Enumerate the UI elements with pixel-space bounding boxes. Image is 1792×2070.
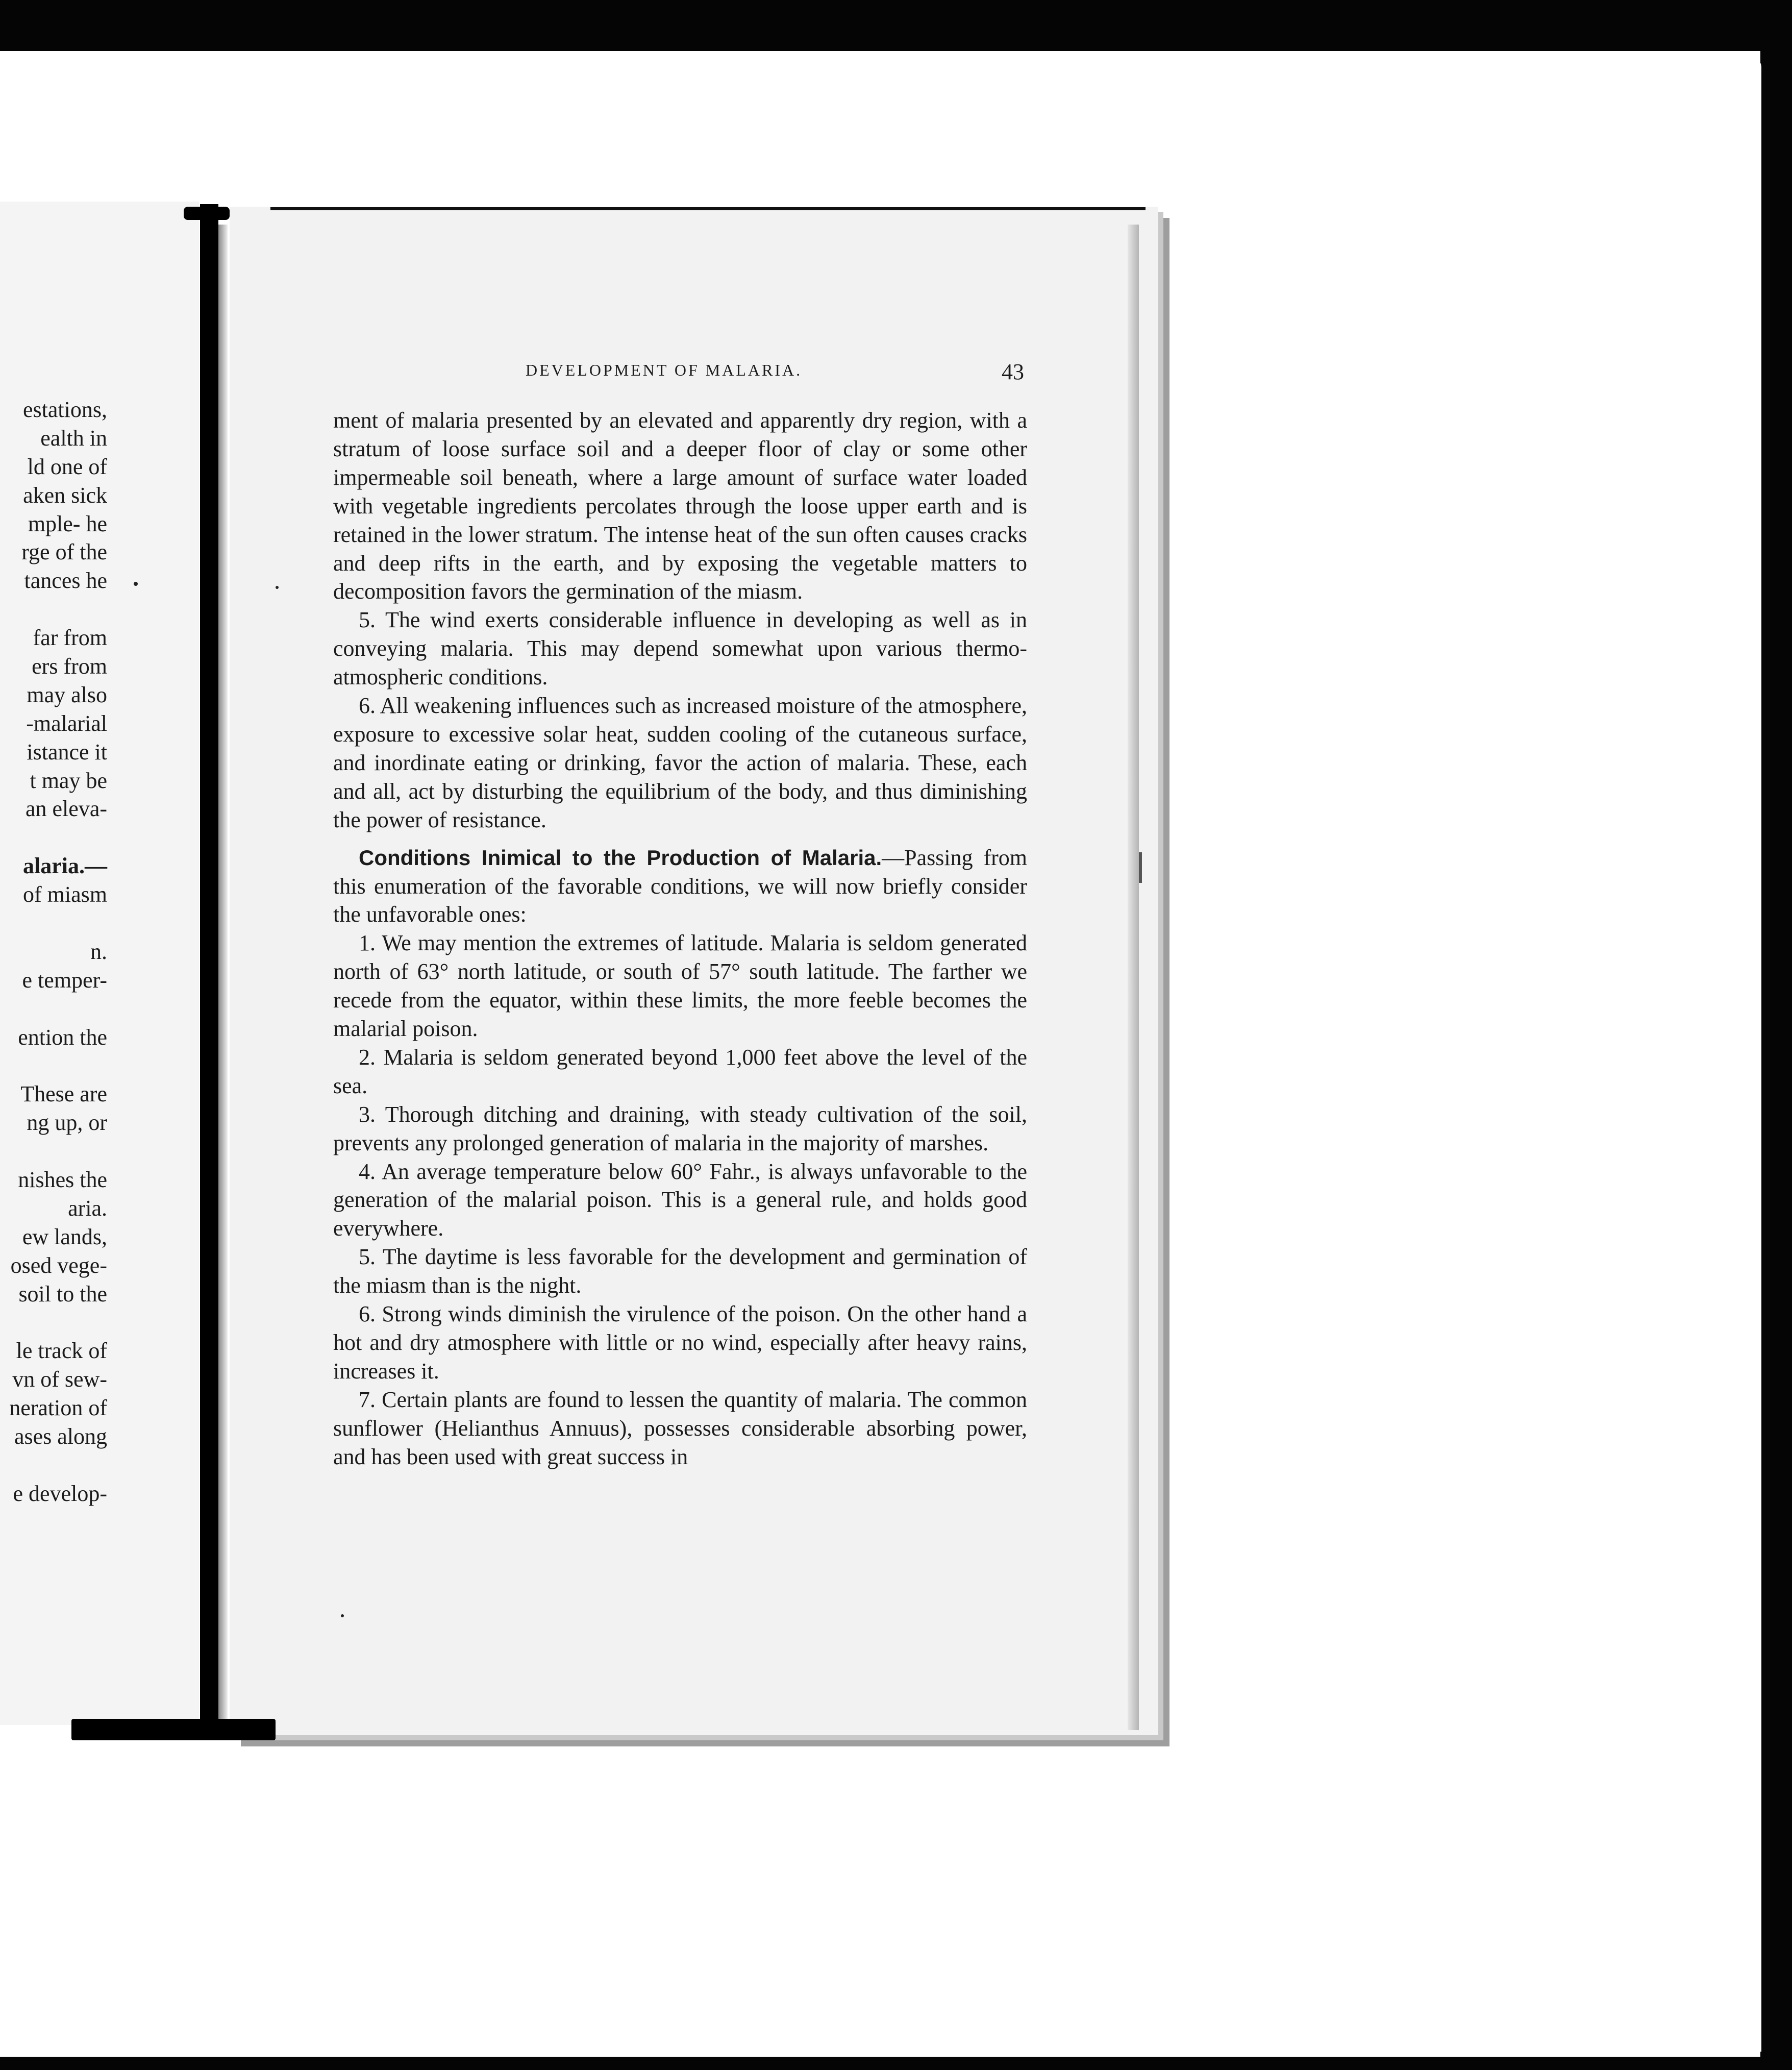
left-page-line: istance it [27, 739, 107, 765]
paragraph: ment of malaria presented by an elevated and apparently dry region, with a stratum of loose surface soil and a deeper floor of clay or some other impermeable soil beneath, where a large amount of surface water loaded with vegetable ingredients percolates through the loose upper earth and is retained in the lower stratum. The intense heat of the sun often causes cracks and deep rifts in the earth, and by exposing the vegetable matters to decomposition favors the germination of the miasm. [333, 408, 1027, 604]
left-page-line: e develop- [13, 1481, 107, 1506]
left-page-line: -malarial [26, 710, 107, 736]
left-page-line: neration of [9, 1395, 107, 1421]
gutter-foot [71, 1719, 276, 1740]
scan-frame-bottom [0, 2057, 1792, 2070]
left-page-line: aria. [68, 1195, 107, 1221]
scan-speck [276, 586, 279, 589]
left-page-line [0, 1051, 107, 1080]
left-page-line: soil to the [18, 1281, 107, 1307]
left-page-line [0, 1451, 107, 1480]
section-heading: Conditions Inimical to the Production of Malaria. [359, 845, 882, 870]
left-page-line: estations, [23, 397, 107, 422]
scan-speck [134, 582, 138, 586]
list-item: 1. We may mention the extremes of latitude. Malaria is seldom generated north of 63° north latitude, or south of 57° south latitude. The farther we recede from the equator, within these limits, the more feeble becomes the malarial poison. [333, 930, 1027, 1042]
left-page-line [0, 823, 107, 852]
scan-frame-right [1760, 0, 1792, 2070]
gutter-shadow [218, 225, 228, 1728]
list-item: 6. Strong winds diminish the virulence of the poison. On the other hand a hot and dry atmosphere with little or no wind, especially after heavy rains, increases it. [333, 1301, 1027, 1384]
left-page-line: ew lands, [22, 1224, 107, 1249]
left-page-line [0, 1309, 107, 1337]
left-page-line: nishes the [18, 1167, 107, 1193]
left-page-line: ealth in [40, 425, 107, 451]
list-item: 5. The daytime is less favorable for the development and germination of the miasm than is the night. [333, 1244, 1027, 1298]
scan-mark [1139, 852, 1142, 883]
left-page-line: rge of the [21, 539, 107, 565]
left-page-line [0, 909, 107, 938]
left-page-line: may also [27, 682, 107, 707]
left-page-line: far from [33, 625, 107, 651]
left-page-line: These are [20, 1081, 107, 1107]
left-page-line [0, 1137, 107, 1166]
left-page-line: ention the [18, 1024, 107, 1050]
paragraph: 6. All weakening influences such as increased moisture of the atmosphere, exposure to excessive solar heat, sudden cooling of the cutaneous surface, and inordinate eating or drinking, favor the action of malaria. These, each and all, act by disturbing the equilibrium of the body, and thus diminishing the power of resistance. [333, 693, 1027, 832]
left-page-line: ers from [32, 654, 107, 679]
left-page-line: an eleva- [26, 796, 107, 822]
section-paragraph [333, 844, 1027, 929]
gutter-top-cap [184, 207, 230, 220]
left-page-line: le track of [16, 1338, 107, 1364]
left-page-line [0, 595, 107, 624]
left-page-line: osed vege- [10, 1252, 107, 1278]
list-item: 2. Malaria is seldom generated beyond 1,000 feet above the level of the sea. [333, 1044, 1027, 1098]
left-page-line: ld one of [27, 454, 107, 479]
left-page-text [0, 396, 107, 1508]
scan-frame-top [0, 0, 1792, 51]
left-page-line [0, 995, 107, 1023]
left-page-line: of miasm [23, 882, 107, 907]
left-page [0, 202, 199, 1725]
scan-frame-right-edge [1750, 56, 1761, 2052]
left-page-line: ng up, or [27, 1110, 107, 1136]
list-item: 4. An average temperature below 60° Fahr., is always unfavorable to the generation of the malarial poison. This is a general rule, and holds good everywhere. [333, 1159, 1027, 1241]
left-page-line: t may be [30, 768, 107, 793]
left-page-line: ases along [14, 1424, 107, 1449]
running-head: DEVELOPMENT OF MALARIA. [526, 361, 803, 379]
page-side-edge [1128, 225, 1139, 1730]
left-page-line: aken sick [23, 482, 107, 508]
left-page-line: vn of sew- [12, 1367, 107, 1392]
book-gutter [200, 204, 218, 1728]
paragraph: 5. The wind exerts considerable influence in developing as well as in conveying malaria. This may depend somewhat upon various thermo-atmospheric conditions. [333, 607, 1027, 690]
page-top-edge [270, 207, 1146, 210]
left-page-line: mple- he [28, 511, 107, 536]
left-page-line: alaria.— [23, 853, 107, 879]
left-page-line: tances he [24, 568, 107, 594]
left-page-line: n. [90, 939, 107, 964]
page-number: 43 [1002, 359, 1024, 384]
left-page-line: e temper- [22, 967, 107, 993]
list-item: 7. Certain plants are found to lessen the quantity of malaria. The common sunflower (Helianthus Annuus), possesses considerable absorbing power, and has been used with great success in [333, 1387, 1027, 1469]
scan-speck [341, 1614, 344, 1617]
page-body [333, 406, 1027, 1471]
list-item: 3. Thorough ditching and draining, with steady cultivation of the soil, prevents any prolonged generation of malaria in the majority of marshes. [333, 1101, 1027, 1155]
section-intro: —Passing from this enumeration of the favorable conditions, we will now briefly consider the unfavorable ones: [333, 845, 1028, 927]
